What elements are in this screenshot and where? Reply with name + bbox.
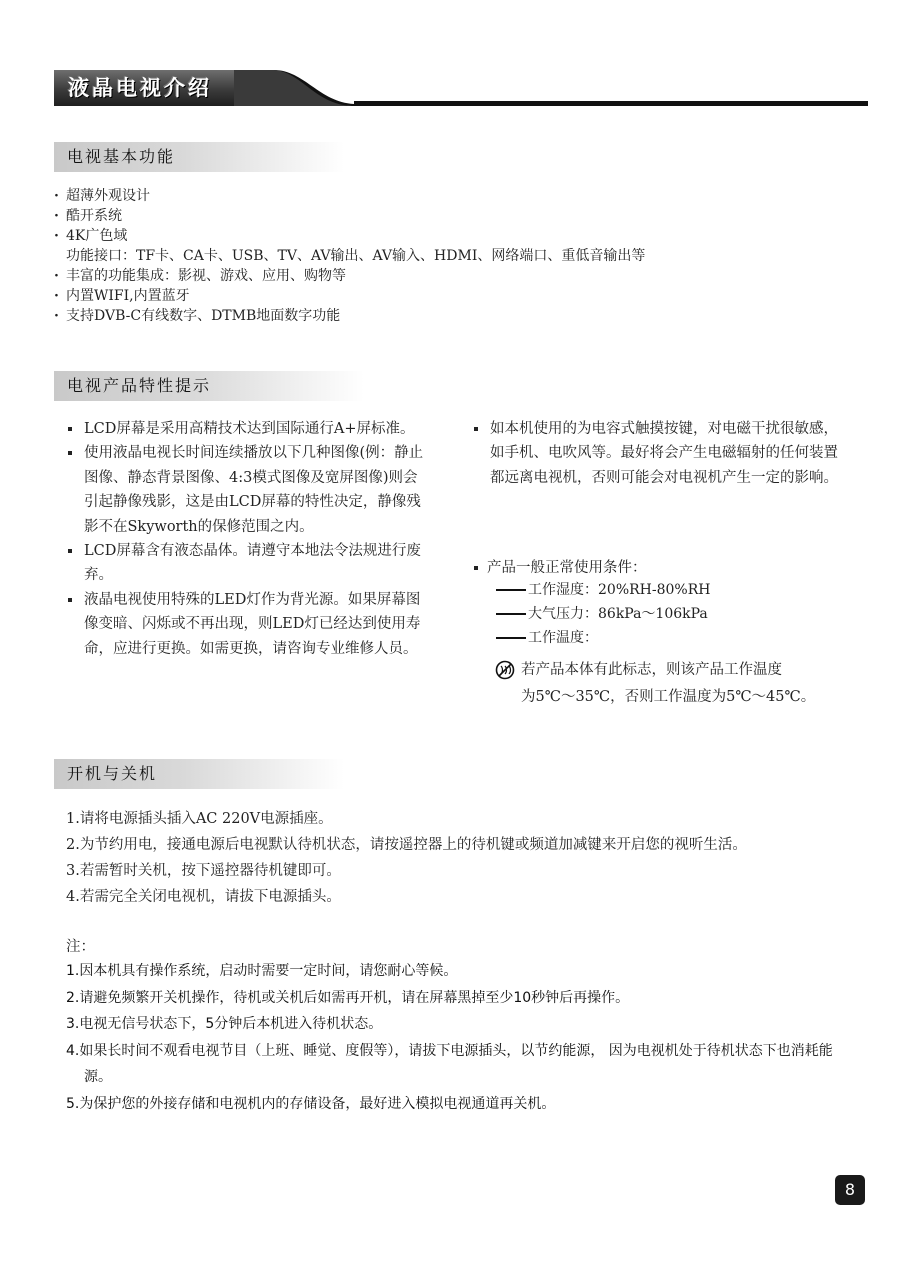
- list-item: 1.因本机具有操作系统，启动时需要一定时间，请您耐心等候。: [66, 963, 458, 979]
- page-header: [54, 70, 868, 110]
- note-label: 注：: [66, 939, 95, 955]
- list-item: 如本机使用的为电容式触摸按键，对电磁干扰很敏感，如手机、电吹风等。最好将会产生电磁辐射的任何装置都远离电视机，否则可能会对电视机产生一定的影响。: [474, 417, 846, 490]
- condition-pressure: 大气压力：86kPa～106kPa: [496, 602, 708, 626]
- condition-humidity: 工作湿度：20%RH-80%RH: [496, 578, 710, 602]
- section-title-basic: 电视基本功能: [54, 142, 344, 172]
- power-steps: [66, 806, 856, 910]
- list-item: LCD屏幕是采用高精技术达到国际通行A+屏标准。: [68, 417, 430, 441]
- list-item: 使用液晶电视长时间连续播放以下几种图像(例：静止图像、静态背景图像、4:3模式图像及宽屏图像)则会引起静像残影，这是由LCD屏幕的特性决定，静像残影不在Skyworth的保修范围之内。: [68, 441, 430, 539]
- page-title: 液晶电视介绍: [54, 70, 254, 106]
- list-item: · 超薄外观设计: [54, 186, 645, 206]
- section-title-power: 开机与关机: [54, 759, 344, 789]
- power-notes: [66, 958, 856, 1117]
- list-item: 4.如果长时间不观看电视节目（上班、睡觉、度假等），请拔下电源插头，以节约能源， 因为电视机处于待机状态下也消耗能源。: [66, 1042, 833, 1085]
- list-item: 1.请将电源插头插入AC 220V电源插座。: [66, 811, 333, 827]
- list-item: 3.若需暂时关机，按下遥控器待机键即可。: [66, 863, 341, 879]
- list-item: · 支持DVB-C有线数字、DTMB地面数字功能: [54, 306, 645, 326]
- temperature-note: 若产品本体有此标志，则该产品工作温度 为5℃～35℃，否则工作温度为5℃～45℃。: [521, 662, 816, 705]
- list-item: 2.请避免频繁开关机操作，待机或关机后如需再开机，请在屏幕黑掉至少10秒钟后再操作。: [66, 989, 630, 1006]
- list-item: · 丰富的功能集成：影视、游戏、应用、购物等: [54, 266, 645, 286]
- temperature-mark-icon: [495, 660, 515, 680]
- header-curve-decoration: [234, 70, 374, 110]
- list-item: · 4K广色域: [54, 226, 645, 246]
- condition-temperature: 工作温度：: [496, 626, 598, 650]
- page-number: 8: [835, 1175, 865, 1205]
- list-item: 4.若需完全关闭电视机，请拔下电源插头。: [66, 889, 341, 905]
- header-rule: [354, 101, 868, 106]
- conditions-title: 产品一般正常使用条件：: [474, 556, 647, 577]
- list-item: 5.为保护您的外接存储和电视机内的存储设备，最好进入模拟电视通道再关机。: [66, 1095, 556, 1112]
- feature-tips-right: [474, 417, 846, 490]
- section-title-features: 电视产品特性提示: [54, 371, 364, 401]
- feature-tips-left: [68, 417, 430, 661]
- list-item: 功能接口：TF卡、CA卡、USB、TV、AV输出、AV输入、HDMI、网络端口、重低音输出等: [66, 248, 646, 264]
- list-item: 液晶电视使用特殊的LED灯作为背光源。如果屏幕图像变暗、闪烁或不再出现，则LED灯已经达到使用寿命，应进行更换。如需更换，请咨询专业维修人员。: [68, 588, 430, 661]
- list-item: 2.为节约用电，接通电源后电视默认待机状态，请按遥控器上的待机键或频道加减键来开启您的视听生活。: [66, 837, 747, 853]
- list-item: · 内置WIFI,内置蓝牙: [54, 286, 645, 306]
- basic-feature-list: [54, 186, 645, 326]
- list-item: · 酷开系统: [54, 206, 645, 226]
- list-item: 3.电视无信号状态下，5分钟后本机进入待机状态。: [66, 1016, 383, 1032]
- list-item: LCD屏幕含有液态晶体。请遵守本地法令法规进行废弃。: [68, 539, 430, 588]
